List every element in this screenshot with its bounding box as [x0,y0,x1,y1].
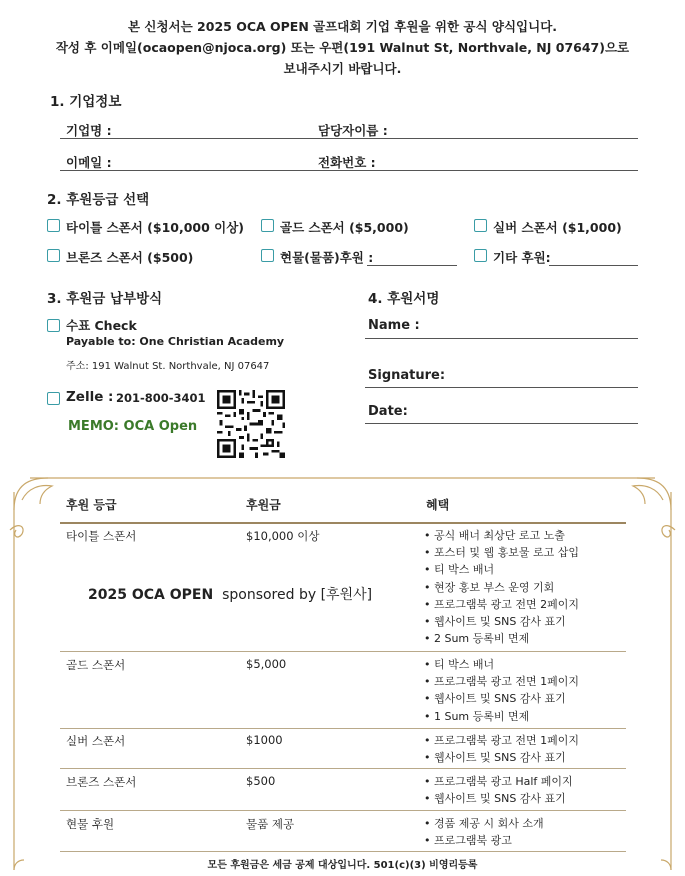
in-kind-checkbox[interactable] [261,249,274,262]
other-sponsor-label: 기타 후원: [493,250,551,265]
email-field[interactable] [60,170,312,171]
list-item: • 프로그램북 광고 [424,834,512,848]
list-item: • 경품 제공 시 회사 소개 [424,817,544,830]
tier-bronze: 브론즈 스폰서 [66,775,137,789]
list-item: • 프로그램북 광고 Half 페이지 [424,775,573,788]
benefits-title [424,527,579,647]
benefits-bronze [424,773,573,807]
sponsored-suffix: sponsored by [후원사] [222,587,373,603]
amount-in-kind: 물품 제공 [246,817,295,831]
email-label: 이메일 : [66,155,112,170]
row-divider [60,768,626,769]
silver-sponsor-label: 실버 스폰서 ($1,000) [493,220,622,235]
list-item: • 프로그램북 광고 전면 1페이지 [424,734,579,747]
tier-silver: 실버 스폰서 [66,734,126,748]
phone-label: 전화번호 : [318,155,376,170]
bronze-sponsor-label: 브론즈 스폰서 ($500) [66,250,194,265]
memo-text: MEMO: OCA Open [68,419,198,434]
amount-bronze: $500 [246,774,276,788]
amount-gold: $5,000 [246,657,287,671]
header-tier: 후원 등급 [66,498,117,512]
in-kind-label: 현물(물품)후원 : [280,250,374,265]
intro-text [0,16,685,79]
list-item: • 프로그램북 광고 전면 2페이지 [424,597,579,611]
name-label: Name : [368,318,420,333]
gold-sponsor-label: 골드 스폰서 ($5,000) [280,220,409,235]
sponsored-by-text [88,584,372,604]
phone-field[interactable] [312,170,638,171]
list-item: • 웹사이트 및 SNS 감사 표기 [424,792,566,806]
list-item: • 포스터 및 웹 홍보물 로고 삽입 [424,546,579,560]
check-payment-checkbox[interactable] [47,319,60,332]
list-item: • 티 박스 배너 [424,563,495,577]
row-divider [60,651,626,652]
other-sponsor-field[interactable] [549,265,638,266]
zelle-number: 201-800-3401 [116,391,206,405]
contact-field[interactable] [312,138,638,139]
gold-sponsor-checkbox[interactable] [261,219,274,232]
signature-field[interactable] [365,387,638,388]
date-field[interactable] [365,423,638,424]
list-item: • 현장 홍보 부스 운영 기회 [424,580,555,594]
benefits-in-kind [424,815,544,849]
row-divider [60,851,626,852]
bronze-sponsor-checkbox[interactable] [47,249,60,262]
intro-line-3: 보내주시기 바랍니다. [283,61,402,76]
row-divider [60,728,626,729]
mailing-address: 주소: 191 Walnut St. Northvale, NJ 07647 [66,361,270,372]
section-2-title: 2. 후원등급 선택 [47,192,150,208]
row-divider [60,810,626,811]
list-item: • 티 박스 배너 [424,658,495,671]
zelle-label: Zelle : [66,389,114,405]
intro-line-2: 작성 후 이메일(ocaopen@njoca.org) 또는 우편(191 Walnut St, Northvale, NJ 07647)으로 [55,40,630,55]
silver-sponsor-checkbox[interactable] [474,219,487,232]
tax-deduction-note: 모든 후원금은 세금 공제 대상입니다. 501(c)(3) 비영리등록 [207,860,478,871]
section-3-title: 3. 후원금 납부방식 [47,291,163,307]
company-label: 기업명 : [66,123,112,138]
title-sponsor-label: 타이틀 스폰서 ($10,000 이상) [66,220,245,235]
amount-title: $10,000 이상 [246,529,320,543]
section-4-title: 4. 후원서명 [368,291,440,307]
check-payment-label: 수표 Check [66,318,137,333]
list-item: • 웹사이트 및 SNS 감사 표기 [424,692,566,706]
intro-line-1: 본 신청서는 2025 OCA OPEN 골프대회 기업 후원을 위한 공식 양식입니다. [127,19,558,34]
table-header-divider [60,522,626,524]
name-field[interactable] [365,338,638,339]
section-1-title: 1. 기업정보 [50,94,122,110]
payable-to: Payable to: One Christian Academy [66,335,285,348]
benefits-gold [424,656,579,725]
list-item: • 웹사이트 및 SNS 감사 표기 [424,751,566,765]
list-item: • 공식 배너 최상단 로고 노출 [424,529,565,542]
tier-title: 타이틀 스폰서 [66,529,137,543]
date-label: Date: [368,404,408,419]
signature-label: Signature: [368,368,446,383]
list-item: • 웹사이트 및 SNS 감사 표기 [424,615,566,629]
header-amount: 후원금 [246,498,281,512]
tier-in-kind: 현물 후원 [66,817,115,831]
list-item: • 2 Sum 등록비 면제 [424,632,530,646]
company-field[interactable] [60,138,312,139]
header-benefits: 혜택 [426,498,450,512]
contact-label: 담당자이름 : [318,123,388,138]
sponsored-event: 2025 OCA OPEN [88,587,214,603]
amount-silver: $1000 [246,733,283,747]
title-sponsor-checkbox[interactable] [47,219,60,232]
in-kind-field[interactable] [367,265,457,266]
zelle-checkbox[interactable] [47,392,60,405]
other-sponsor-checkbox[interactable] [474,249,487,262]
qr-code-icon [217,390,285,458]
benefits-silver [424,732,579,766]
list-item: • 1 Sum 등록비 면제 [424,709,530,723]
list-item: • 프로그램북 광고 전면 1페이지 [424,675,579,689]
tier-gold: 골드 스폰서 [66,658,126,672]
